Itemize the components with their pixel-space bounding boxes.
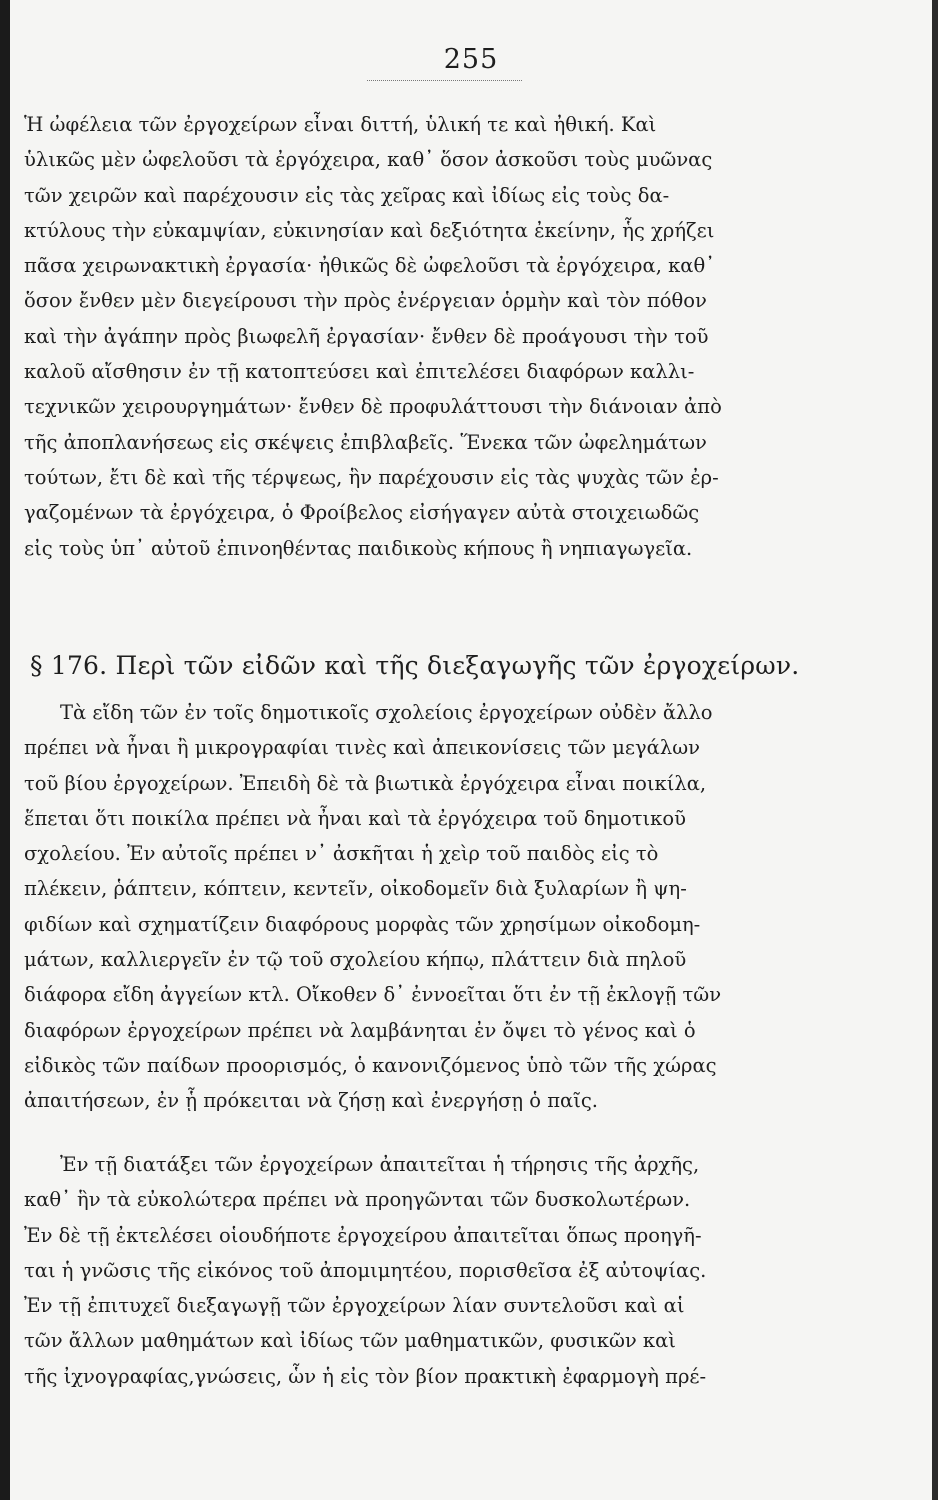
- text-line: καθ᾽ ἣν τὰ εὐκολώτερα πρέπει νὰ προηγῶνται τῶν δυσκολωτέρων.: [24, 1188, 691, 1212]
- text-line: Ἐν τῇ ἐπιτυχεῖ διεξαγωγῇ τῶν ἐργοχείρων λίαν συντελοῦσι καὶ αἱ: [24, 1294, 685, 1318]
- text-line: τῶν χειρῶν καὶ παρέχουσιν εἰς τὰς χεῖρας καὶ ἰδίως εἰς τοὺς δα-: [24, 183, 670, 207]
- text-line: ται ἡ γνῶσις τῆς εἰκόνος τοῦ ἀπομιμητέου, πορισθεῖσα ἐξ αὐτοψίας.: [24, 1258, 707, 1282]
- text-line: ἀπαιτήσεων, ἐν ᾗ πρόκειται νὰ ζήσῃ καὶ ἐνεργήσῃ ὁ παῖς.: [24, 1089, 598, 1113]
- text-line: τῆς ἀποπλανήσεως εἰς σκέψεις ἐπιβλαβεῖς. Ἕνεκα τῶν ὠφελημάτων: [24, 430, 707, 454]
- text-line: κτύλους τὴν εὐκαμψίαν, εὐκινησίαν καὶ δεξιότητα ἐκείνην, ἧς χρήζει: [24, 218, 715, 242]
- section-heading: § 176. Περὶ τῶν εἰδῶν καὶ τῆς διεξαγωγῆς τῶν ἐργοχείρων.: [30, 651, 800, 680]
- text-line: ὅσον ἔνθεν μὲν διεγείρουσι τὴν πρὸς ἐνέργειαν ὁρμὴν καὶ τὸν πόθον: [24, 289, 707, 313]
- text-line: πᾶσα χειρωνακτικὴ ἐργασία· ἠθικῶς δὲ ὠφελοῦσι τὰ ἐργόχειρα, καθ᾽: [24, 254, 715, 278]
- text-line: τῶν ἄλλων μαθημάτων καὶ ἰδίως τῶν μαθηματικῶν, φυσικῶν καὶ: [24, 1329, 676, 1353]
- text-line: πλέκειν, ῥάπτειν, κόπτειν, κεντεῖν, οἰκοδομεῖν διὰ ξυλαρίων ἢ ψη-: [24, 877, 687, 901]
- text-line: τοῦ βίου ἐργοχείρων. Ἐπειδὴ δὲ τὰ βιωτικὰ ἐργόχειρα εἶναι ποικίλα,: [24, 771, 707, 795]
- text-line: Ἐν δὲ τῇ ἐκτελέσει οἱουδήποτε ἐργοχείρου ἀπαιτεῖται ὅπως προηγῆ-: [24, 1223, 702, 1247]
- text-line: γαζομένων τὰ ἐργόχειρα, ὁ Φροίβελος εἰσήγαγεν αὐτὰ στοιχειωδῶς: [24, 501, 700, 525]
- text-line: Ἐν τῇ διατάξει τῶν ἐργοχείρων ἀπαιτεῖται ἡ τήρησις τῆς ἀρχῆς,: [60, 1153, 700, 1176]
- text-line: ἕπεται ὅτι ποικίλα πρέπει νὰ ἦναι καὶ τὰ ἐργόχειρα τοῦ δημοτικοῦ: [24, 806, 686, 830]
- paragraph-1: [24, 107, 854, 566]
- text-line: καλοῦ αἴσθησιν ἐν τῇ κατοπτεύσει καὶ ἐπιτελέσει διαφόρων καλλι-: [24, 360, 695, 384]
- page-number: 255: [443, 44, 499, 75]
- text-line: μάτων, καλλιεργεῖν ἐν τῷ τοῦ σχολείου κήπῳ, πλάττειν διὰ πηλοῦ: [24, 948, 687, 972]
- text-line: φιδίων καὶ σχηματίζειν διαφόρους μορφὰς τῶν χρησίμων οἰκοδομη-: [24, 912, 701, 936]
- page-number-rule: [367, 80, 522, 81]
- paragraph-2: [24, 695, 854, 1119]
- text-line: διάφορα εἴδη ἀγγείων κτλ. Οἴκοθεν δ᾽ ἐννοεῖται ὅτι ἐν τῇ ἐκλογῇ τῶν: [24, 983, 722, 1007]
- text-line: Ἡ ὠφέλεια τῶν ἐργοχείρων εἶναι διττή, ὑλική τε καὶ ἠθική. Καὶ: [24, 113, 657, 136]
- text-line: καὶ τὴν ἀγάπην πρὸς βιωφελῆ ἐργασίαν· ἔνθεν δὲ προάγουσι τὴν τοῦ: [24, 324, 709, 348]
- text-line: εἰδικὸς τῶν παίδων προορισμός, ὁ κανονιζόμενος ὑπὸ τῶν τῆς χώρας: [24, 1053, 717, 1077]
- text-line: εἰς τοὺς ὑπ᾽ αὐτοῦ ἐπινοηθέντας παιδικοὺς κήπους ἢ νηπιαγωγεῖα.: [24, 536, 693, 560]
- text-line: Τὰ εἴδη τῶν ἐν τοῖς δημοτικοῖς σχολείοις ἐργοχείρων οὐδὲν ἄλλο: [60, 701, 713, 724]
- text-line: τῆς ἰχνογραφίας,γνώσεις, ὧν ἡ εἰς τὸν βίον πρακτικὴ ἐφαρμογὴ πρέ-: [24, 1364, 707, 1388]
- text-line: ὑλικῶς μὲν ὠφελοῦσι τὰ ἐργόχειρα, καθ᾽ ὅσον ἀσκοῦσι τοὺς μυῶνας: [24, 148, 713, 172]
- paragraph-3: [24, 1147, 854, 1394]
- text-line: τούτων, ἔτι δὲ καὶ τῆς τέρψεως, ἣν παρέχουσιν εἰς τὰς ψυχὰς τῶν ἐρ-: [24, 465, 719, 489]
- text-line: πρέπει νὰ ἦναι ἢ μικρογραφίαι τινὲς καὶ ἀπεικονίσεις τῶν μεγάλων: [24, 736, 700, 760]
- text-line: τεχνικῶν χειρουργημάτων· ἔνθεν δὲ προφυλάττουσι τὴν διάνοιαν ἀπὸ: [24, 395, 722, 419]
- text-line: σχολείου. Ἐν αὐτοῖς πρέπει ν᾽ ἀσκῆται ἡ χεὶρ τοῦ παιδὸς εἰς τὸ: [24, 842, 659, 866]
- text-line: διαφόρων ἐργοχείρων πρέπει νὰ λαμβάνηται ἐν ὄψει τὸ γένος καὶ ὁ: [24, 1018, 696, 1042]
